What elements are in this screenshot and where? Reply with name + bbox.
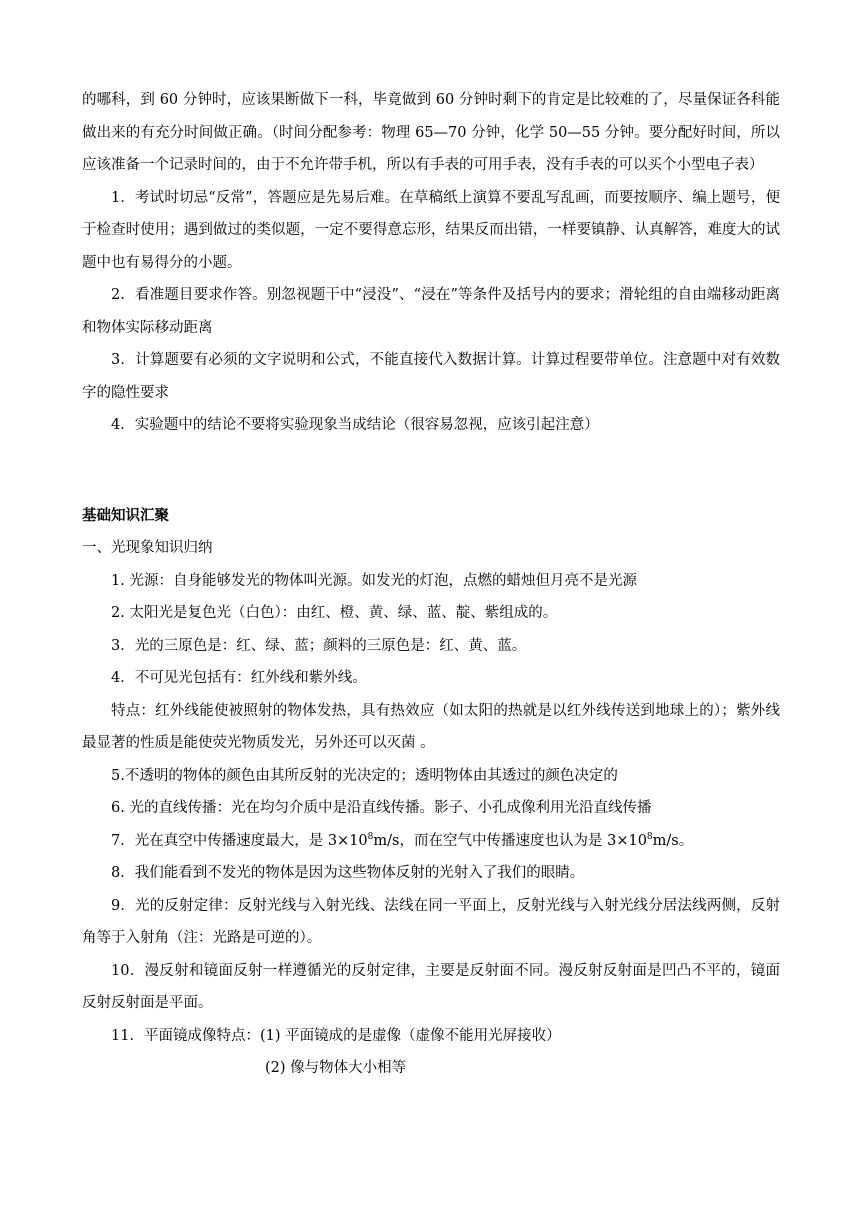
tip-item-3: 3．计算题要有必须的文字说明和公式，不能直接代入数据计算。计算过程要带单位。注意题中对有效数字的隐性要求 (82, 352, 780, 401)
light-item-9: 9．光的反射定律：反射光线与入射光线、法线在同一平面上，反射光线与入射光线分居法线两侧，反射角等于入射角（注：光路是可逆的）。 (82, 897, 780, 946)
light-item-7-exponent-2: 8 (646, 831, 653, 842)
section-spacer (82, 442, 780, 500)
tip-item-1: 1．考试时切忌“反常”，答题应是先易后难。在草稿纸上演算不要乱写乱画，而要按顺序、编上题号，便于检查时使用；遇到做过的类似题，一定不要得意忘形，结果反而出错，一样要镇静、认真解答，难度大的试题中也有易得分的小题。 (82, 189, 780, 271)
light-item-10: 10．漫反射和镜面反射一样遵循光的反射定律，主要是反射面不同。漫反射反射面是凹凸不平的，镜面反射反射面是平面。 (82, 962, 780, 1011)
light-item-2: 2. 太阳光是复色光（白色）：由红、橙、黄、绿、蓝、靛、紫组成的。 (111, 605, 558, 621)
tip-item-4: 4．实验题中的结论不要将实验现象当成结论（很容易忽视，应该引起注意） (111, 417, 599, 433)
light-item-4: 4．不可见光包括有：红外线和紫外线。 (111, 670, 367, 686)
light-item-7-middle: m/s，而在空气中传播速度也认为是 3×10 (373, 832, 647, 849)
tips-intro-paragraph: 的哪科，到 60 分钟时，应该果断做下一科，毕竟做到 60 分钟时剩下的肯定是比较难的了，尽量保证各科能做出来的有充分时间做正确。（时间分配参考：物理 65—70 分钟，化学 50—55 分钟。要分配好时间，所以应该准备一个记录时间的，由于不允许带手机，所以有手表的可用手表，没有手表的可以买个小型电子表） (82, 92, 780, 173)
light-item-3: 3．光的三原色是：红、绿、蓝；颜料的三原色是：红、黄、蓝。 (111, 637, 527, 654)
light-item-4-features: 特点：红外线能使被照射的物体发热，具有热效应（如太阳的热就是以红外线传送到地球上的）；紫外线最显著的性质是能使荧光物质发光，另外还可以灭菌 。 (82, 702, 780, 751)
light-item-8: 8．我们能看到不发光的物体是因为这些物体反射的光射入了我们的眼睛。 (111, 865, 585, 881)
light-item-7 (82, 825, 780, 858)
light-item-7-prefix: 7．光在真空中传播速度最大，是 3×10 (111, 832, 368, 849)
tip-item-2: 2．看准题目要求作答。别忽视题干中“浸没”、“浸在”等条件及括号内的要求；滑轮组的自由端移动距离和物体实际移动距离 (82, 287, 780, 336)
light-item-6: 6. 光的直线传播：光在均匀介质中是沿直线传播。影子、小孔成像利用光沿直线传播 (111, 800, 652, 816)
light-item-7-exponent-1: 8 (367, 831, 374, 842)
light-item-11-sub-2: (2) 像与物体大小相等 (265, 1060, 407, 1076)
section-title: 基础知识汇聚 (82, 507, 169, 524)
light-item-5: 5.不透明的物体的颜色由其所反射的光决定的；透明物体由其透过的颜色决定的 (111, 767, 618, 784)
light-item-11: 11．平面镜成像特点：(1) 平面镜成的是虚像（虚像不能用光屏接收） (111, 1027, 561, 1044)
section-subtitle: 一、光现象知识归纳 (82, 540, 213, 556)
light-item-7-suffix: m/s。 (652, 832, 694, 849)
document-page (82, 84, 780, 1085)
light-item-1: 1. 光源：自身能够发光的物体叫光源。如发光的灯泡，点燃的蜡烛但月亮不是光源 (111, 572, 637, 589)
